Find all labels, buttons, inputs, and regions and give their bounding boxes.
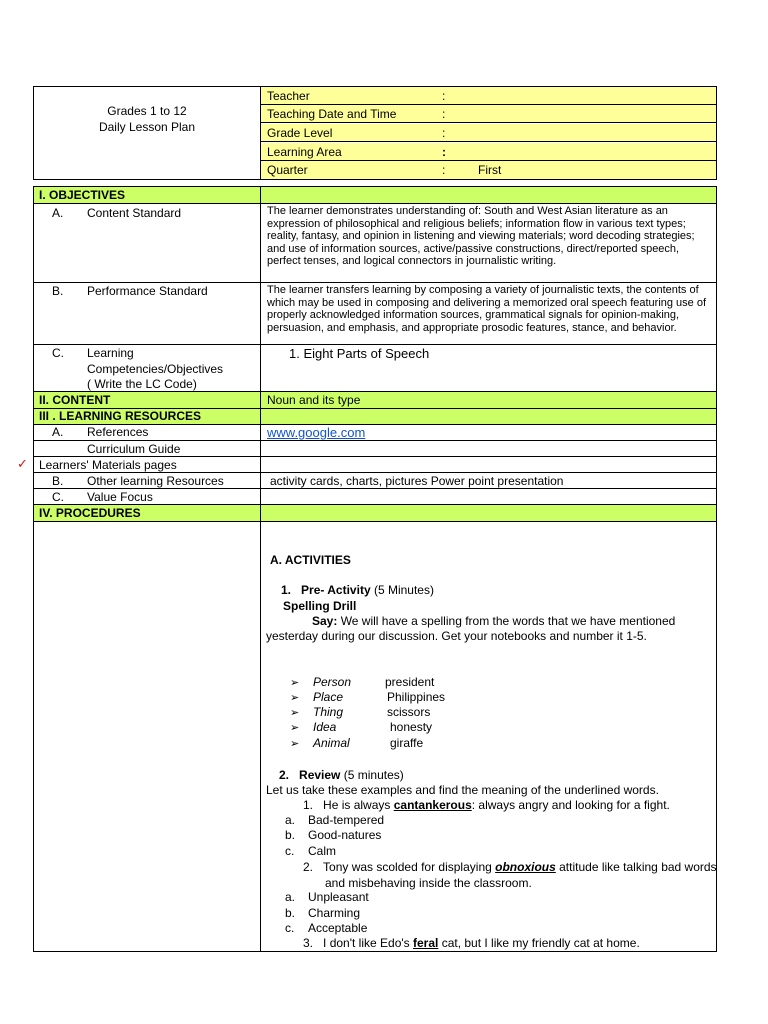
content-standard-text: The learner demonstrates understanding of: South and West Asian literature as an expression of philosophical and religious beliefs; information flow in various text types; reality, fantasy, and opinion in listening and viewing materials; word decoding strategies; and use of information sources, active/passive constructions, direct/reported speech, perfect tenses, and logical connectors in journalistic writing. — [267, 205, 695, 267]
header-row-quarter — [261, 161, 716, 179]
pre-activity-line — [281, 583, 434, 597]
question-1 — [303, 798, 670, 812]
underlined-word: obnoxious — [495, 860, 556, 874]
row-label: Value Focus — [87, 490, 153, 504]
spelling-category: Place — [313, 690, 344, 704]
question-2 — [303, 860, 717, 874]
header-row-teacher — [261, 87, 716, 105]
spelling-word: Philippines — [387, 690, 446, 704]
spelling-item — [290, 736, 424, 750]
competency-item: 1. Eight Parts of Speech — [289, 346, 430, 361]
pre-activity-title: Pre- Activity — [301, 583, 371, 597]
activities-heading: A. ACTIVITIES — [270, 553, 351, 567]
arrow-bullet-icon: ➢ — [290, 692, 300, 704]
header-colon: : — [442, 107, 446, 121]
header-colon: : — [442, 126, 446, 140]
header-colon: : — [442, 89, 446, 103]
option — [285, 921, 368, 935]
question-num: 1. — [303, 798, 314, 812]
header-key: Quarter — [267, 163, 308, 177]
header-key: Learning Area — [267, 145, 342, 159]
header-row-area — [261, 143, 716, 161]
pre-activity-time: (5 Minutes) — [370, 583, 434, 597]
option — [285, 890, 369, 904]
option-letter: a. — [285, 890, 296, 904]
content-row — [34, 392, 716, 409]
procedures-heading-row — [34, 505, 716, 522]
row-letter: C. — [52, 490, 64, 504]
question-2-line2: and misbehaving inside the classroom. — [325, 876, 532, 890]
spelling-word: scissors — [387, 705, 431, 719]
question-text: cat, but I like my friendly cat at home. — [438, 936, 640, 950]
spelling-item — [290, 690, 446, 704]
question-3 — [303, 936, 640, 950]
value-focus-row — [34, 489, 716, 505]
question-num: 3. — [303, 936, 314, 950]
row-letter: B. — [52, 284, 64, 298]
row-label: Learning — [87, 346, 134, 360]
row-label: Performance Standard — [87, 284, 208, 298]
review-num: 2. — [279, 768, 290, 782]
review-title: Review — [299, 768, 341, 782]
option-text: Acceptable — [308, 921, 368, 935]
arrow-bullet-icon: ➢ — [290, 738, 300, 750]
section-heading: III . LEARNING RESOURCES — [39, 409, 202, 423]
spelling-drill-title: Spelling Drill — [283, 599, 357, 613]
arrow-bullet-icon: ➢ — [290, 677, 300, 689]
header-table — [33, 86, 717, 180]
row-label: Other learning Resources — [87, 474, 224, 488]
question-text: He is always — [323, 798, 394, 812]
option-letter: b. — [285, 906, 296, 920]
option-text: Bad-tempered — [308, 813, 385, 827]
say-text-line1: We will have a spelling from the words that we have mentioned — [337, 614, 676, 628]
spelling-word: president — [385, 675, 435, 689]
option — [285, 828, 382, 842]
references-row — [34, 425, 716, 441]
content-standard-row — [34, 204, 716, 283]
option-letter: c. — [285, 844, 295, 858]
header-row-grade — [261, 124, 716, 142]
row-label: ( Write the LC Code) — [87, 377, 197, 391]
objectives-heading-row — [34, 187, 716, 204]
review-line — [279, 768, 404, 782]
spelling-item — [290, 675, 435, 689]
header-key: Grade Level — [267, 126, 333, 140]
row-label: Content Standard — [87, 206, 182, 220]
row-letter: A. — [52, 425, 64, 439]
pre-activity-num: 1. — [281, 583, 292, 597]
option — [285, 813, 385, 827]
review-time: (5 minutes) — [340, 768, 404, 782]
performance-standard-text: The learner transfers learning by composing a variety of journalistic texts, the contents of which may be used in composing and delivering a memorized oral speech featuring use of properly acknowledged information sources, grammatical signals for opinion-making, persuasion, and emphasis, and appropriate prosodic features, stance, and behavior. — [267, 284, 707, 334]
say-label: Say: — [312, 614, 338, 628]
spelling-item — [290, 705, 431, 719]
header-title-line1: Grades 1 to 12 — [107, 104, 187, 118]
row-label: Curriculum Guide — [87, 442, 181, 456]
row-label: Learners' Materials pages — [39, 458, 177, 472]
other-resources-value: activity cards, charts, pictures Power point presentation — [270, 474, 564, 488]
spelling-category: Animal — [313, 736, 350, 750]
option — [285, 906, 361, 920]
arrow-bullet-icon: ➢ — [290, 707, 300, 719]
curriculum-guide-row — [34, 441, 716, 457]
header-title-cell — [34, 87, 261, 179]
section-heading: IV. PROCEDURES — [39, 506, 141, 520]
content-value: Noun and its type — [267, 393, 361, 407]
spelling-category: Person — [313, 675, 352, 689]
underlined-word: feral — [413, 936, 439, 950]
header-key: Teaching Date and Time — [267, 107, 397, 121]
row-letter: B. — [52, 474, 64, 488]
check-mark-icon: ✓ — [17, 456, 28, 471]
row-letter: C. — [52, 346, 64, 360]
header-colon: : — [442, 163, 446, 177]
competencies-row — [34, 345, 716, 392]
performance-standard-row — [34, 283, 716, 345]
review-intro: Let us take these examples and find the meaning of the underlined words. — [266, 783, 659, 797]
resources-heading-row — [34, 409, 716, 425]
header-key: Teacher — [267, 89, 310, 103]
option-text: Unpleasant — [308, 890, 369, 904]
row-letter: A. — [52, 206, 64, 220]
option-letter: b. — [285, 828, 296, 842]
say-text-line2: yesterday during our discussion. Get your notebooks and number it 1-5. — [266, 629, 647, 643]
question-text: Tony was scolded for displaying — [323, 860, 496, 874]
option-text: Good-natures — [308, 828, 382, 842]
say-line — [312, 614, 675, 628]
header-value[interactable]: First — [478, 163, 502, 177]
question-text: attitude like talking bad words — [555, 860, 717, 874]
question-text: I don't like Edo's — [323, 936, 413, 950]
spelling-item — [290, 720, 433, 734]
header-title-line2: Daily Lesson Plan — [98, 120, 196, 134]
underlined-word: cantankerous — [393, 798, 472, 812]
option-letter: c. — [285, 921, 295, 935]
spelling-category: Thing — [313, 705, 344, 719]
arrow-bullet-icon: ➢ — [290, 722, 300, 734]
option — [285, 844, 337, 858]
option-text: Calm — [308, 844, 337, 858]
option-text: Charming — [308, 906, 361, 920]
option-letter: a. — [285, 813, 296, 827]
spelling-word: honesty — [390, 720, 433, 734]
question-num: 2. — [303, 860, 314, 874]
references-link[interactable]: www.google.com — [267, 425, 366, 440]
section-heading: II. CONTENT — [39, 393, 111, 407]
row-label: Competencies/Objectives — [87, 362, 224, 376]
spelling-word: giraffe — [390, 736, 424, 750]
other-resources-row — [34, 473, 716, 489]
learners-materials-row — [34, 457, 716, 473]
row-label: References — [87, 425, 149, 439]
header-colon: : — [442, 145, 446, 159]
question-text: : always angry and looking for a fight. — [471, 798, 670, 812]
spelling-category: Idea — [313, 720, 337, 734]
section-heading: I. OBJECTIVES — [39, 188, 126, 202]
header-row-date — [261, 105, 716, 123]
